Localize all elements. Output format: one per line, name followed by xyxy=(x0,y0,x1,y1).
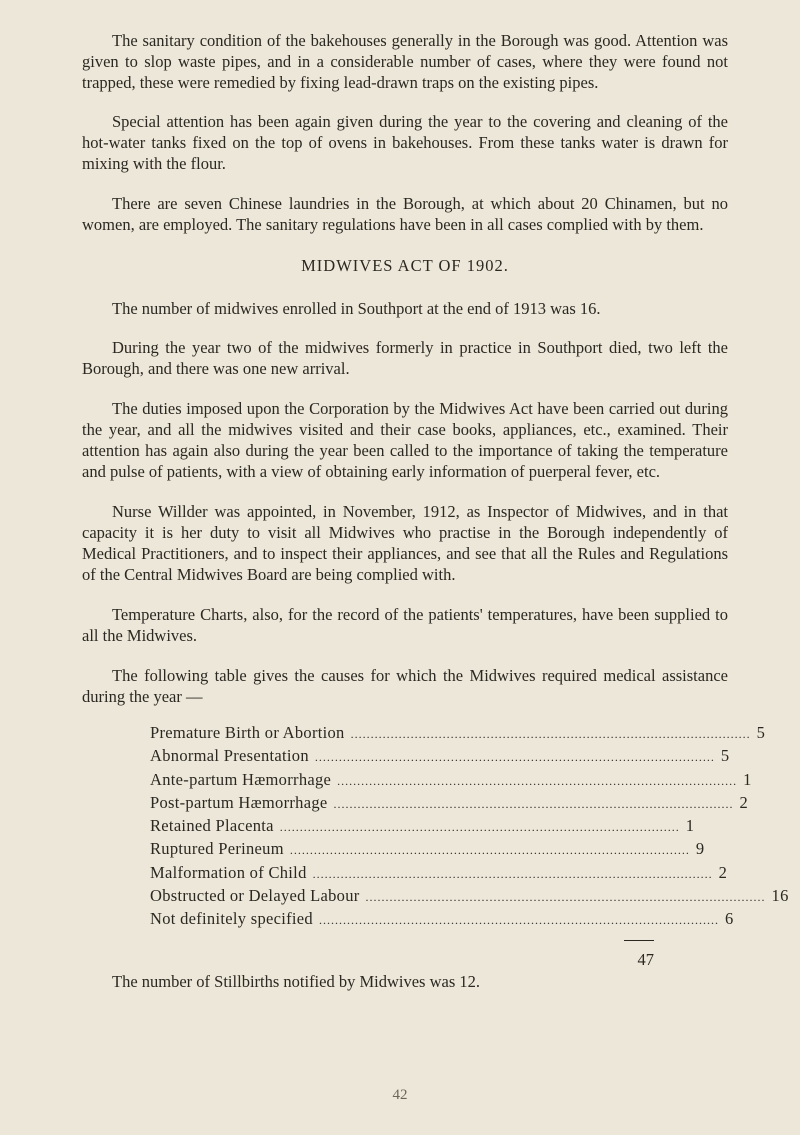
cause-label: Not definitely specified xyxy=(150,909,313,929)
cause-value: 6 xyxy=(724,909,734,929)
cause-label: Ante-partum Hæmorrhage xyxy=(150,769,332,789)
paragraph-chinese-laundries: There are seven Chinese laundries in the Borough, at which about 20 Chinamen, but no women, are employed. The sanitary regulations have been in all cases complied with by them. xyxy=(82,194,728,234)
cause-value: 5 xyxy=(720,746,730,766)
page-number: 42 xyxy=(392,1087,408,1103)
paragraph-midwives-changes: During the year two of the midwives formerly in practice in Southport died, two left the Borough, and there was one new arrival. xyxy=(82,338,728,378)
cause-value: 2 xyxy=(718,862,728,882)
table-row xyxy=(150,838,705,861)
cause-value: 5 xyxy=(756,723,766,742)
paragraph-corporation-duties: The duties imposed upon the Corporation by the Midwives Act have been carried out during the year, and all the midwives visited and their case books, appliances, etc., examined. Their attention has again also during the year been called to the importance of taking the temperature and pulse of patients, with a view of obtaining early information of puerperal fever, etc. xyxy=(82,399,728,481)
paragraph-midwives-enrolled: The number of midwives enrolled in Southport at the end of 1913 was 16. xyxy=(112,299,601,318)
leader-dots: .................................................................................................... xyxy=(365,890,766,905)
section-heading: MIDWIVES ACT OF 1902. xyxy=(301,256,509,275)
table-row xyxy=(150,908,734,931)
table-row xyxy=(150,769,752,792)
leader-dots: .................................................................................................... xyxy=(318,913,719,928)
document-page xyxy=(82,30,789,992)
table-row xyxy=(150,722,766,745)
paragraph-inspector: Nurse Willder was appointed, in November, 1912, as Inspector of Midwives, and in that capacity it is her duty to visit all Midwives who practise in the Borough independently of Medical Practitioners, and to inspect their appliances, and see that all the Rules and Regulations of the Central Midwives Board are being complied with. xyxy=(82,502,728,584)
table-row xyxy=(150,792,749,815)
table-row xyxy=(150,862,728,885)
table-row xyxy=(150,885,789,908)
total-rule xyxy=(624,940,654,941)
cause-value: 1 xyxy=(685,816,695,836)
leader-dots: .................................................................................................... xyxy=(350,727,751,741)
leader-dots: .................................................................................................... xyxy=(279,820,680,835)
cause-value: 1 xyxy=(743,769,752,789)
cause-label: Post-partum Hæmorrhage xyxy=(150,792,328,812)
cause-label: Abnormal Presentation xyxy=(150,746,309,766)
leader-dots: .................................................................................................... xyxy=(333,796,734,811)
cause-value: 16 xyxy=(771,886,789,906)
cause-label: Retained Placenta xyxy=(150,816,274,836)
total-row xyxy=(150,949,654,971)
paragraph-hot-water-tanks: Special attention has been again given during the year to the covering and cleaning of the hot-water tanks fixed on the top of ovens in bakehouses. From these tanks water is drawn for mixing with the flour. xyxy=(82,112,728,173)
paragraph-temperature-charts: Temperature Charts, also, for the record of the patients' temperatures, have been supplied to all the Midwives. xyxy=(82,605,728,645)
leader-dots: .................................................................................................... xyxy=(314,750,715,765)
cause-label: Obstructed or Delayed Labour xyxy=(150,886,360,906)
table-row xyxy=(150,815,695,838)
cause-value: 9 xyxy=(695,839,705,859)
paragraph-table-intro: The following table gives the causes for which the Midwives required medical assistance during the year — xyxy=(82,666,728,706)
cause-label: Premature Birth or Abortion xyxy=(150,723,345,742)
cause-label: Ruptured Perineum xyxy=(150,839,284,859)
table-row xyxy=(150,745,730,768)
leader-dots: .................................................................................................... xyxy=(312,866,713,881)
leader-dots: .................................................................................................... xyxy=(289,843,690,858)
causes-table xyxy=(150,722,789,971)
leader-dots: .................................................................................................... xyxy=(337,773,738,788)
total-value: 47 xyxy=(637,949,654,969)
paragraph-stillbirths: The number of Stillbirths notified by Midwives was 12. xyxy=(112,971,481,991)
paragraph-bakehouses: The sanitary condition of the bakehouses generally in the Borough was good. Attention was given to slop waste pipes, and in a considerable number of cases, where they were found not trapped, these were remedied by fixing lead-drawn traps on the existing pipes. xyxy=(82,31,728,92)
cause-label: Malformation of Child xyxy=(150,862,307,882)
cause-value: 2 xyxy=(739,792,749,812)
